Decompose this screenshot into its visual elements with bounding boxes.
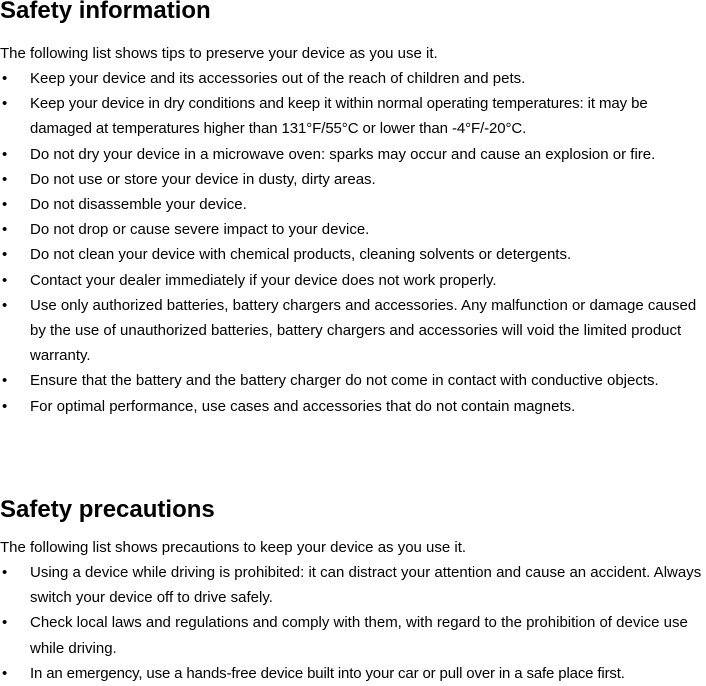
list-item	[0, 217, 706, 242]
list-item-text: Do not dry your device in a microwave oven: sparks may occur and cause an explosion or fire.	[30, 145, 656, 163]
list-item	[0, 242, 706, 267]
bullet-glyph: •	[2, 196, 8, 214]
bullet-glyph: •	[2, 664, 8, 682]
section-intro-safety-precautions: The following list shows precautions to keep your device as you use it.	[0, 539, 467, 556]
list-item	[0, 91, 706, 141]
list-item-text: Do not clean your device with chemical products, cleaning solvents or detergents.	[30, 246, 572, 264]
list-item	[0, 394, 706, 419]
list-item-text: Do not use or store your device in dusty, dirty areas.	[30, 170, 376, 188]
bullet-glyph: •	[2, 614, 8, 632]
list-item-text: Keep your device in dry conditions and keep it within normal operating temperatures: it may be damaged at temperatures higher than 131°F/55°C or lower than -4°F/-20°C.	[30, 95, 648, 138]
list-item-text: Ensure that the battery and the battery charger do not come in contact with conductive objects.	[30, 372, 659, 390]
list-item-text: Use only authorized batteries, battery chargers and accessories. Any malfunction or damage caused by the use of unauthorized batteries, battery chargers and accessories will void the limited product warranty.	[30, 296, 697, 365]
list-item	[0, 192, 706, 217]
list-item	[0, 268, 706, 293]
list-item-text: Using a device while driving is prohibited: it can distract your attention and cause an accident. Always switch your device off to drive safely.	[30, 564, 702, 607]
safety-information-list	[0, 66, 706, 419]
list-item-text: Do not drop or cause severe impact to your device.	[30, 221, 370, 239]
list-item-text: Contact your dealer immediately if your device does not work properly.	[30, 271, 497, 289]
list-item-text: For optimal performance, use cases and accessories that do not contain magnets.	[30, 397, 576, 415]
list-item-text: Do not disassemble your device.	[30, 196, 247, 214]
bullet-glyph: •	[2, 170, 8, 188]
list-item	[0, 368, 706, 393]
bullet-glyph: •	[2, 372, 8, 390]
bullet-glyph: •	[2, 70, 8, 87]
section-heading-safety-information: Safety information	[0, 0, 211, 24]
bullet-glyph: •	[2, 221, 8, 239]
list-item-text: Check local laws and regulations and comply with them, with regard to the prohibition of device use while driving.	[30, 614, 688, 657]
list-item	[0, 610, 706, 660]
bullet-glyph: •	[2, 246, 8, 264]
list-item	[0, 142, 706, 167]
section-intro-safety-information: The following list shows tips to preserve your device as you use it.	[0, 45, 438, 62]
list-item	[0, 560, 706, 610]
list-item	[0, 661, 706, 686]
bullet-glyph: •	[2, 397, 8, 415]
bullet-glyph: •	[2, 145, 8, 163]
bullet-glyph: •	[2, 271, 8, 289]
bullet-glyph: •	[2, 95, 8, 113]
list-item-text: In an emergency, use a hands-free device built into your car or pull over in a safe place first.	[30, 664, 625, 682]
list-item-text: Keep your device and its accessories out of the reach of children and pets.	[30, 70, 526, 87]
bullet-glyph: •	[2, 564, 8, 581]
safety-precautions-list	[0, 560, 706, 686]
bullet-glyph: •	[2, 296, 8, 314]
list-item	[0, 167, 706, 192]
list-item	[0, 293, 706, 369]
section-heading-safety-precautions: Safety precautions	[0, 496, 215, 523]
list-item	[0, 66, 706, 91]
